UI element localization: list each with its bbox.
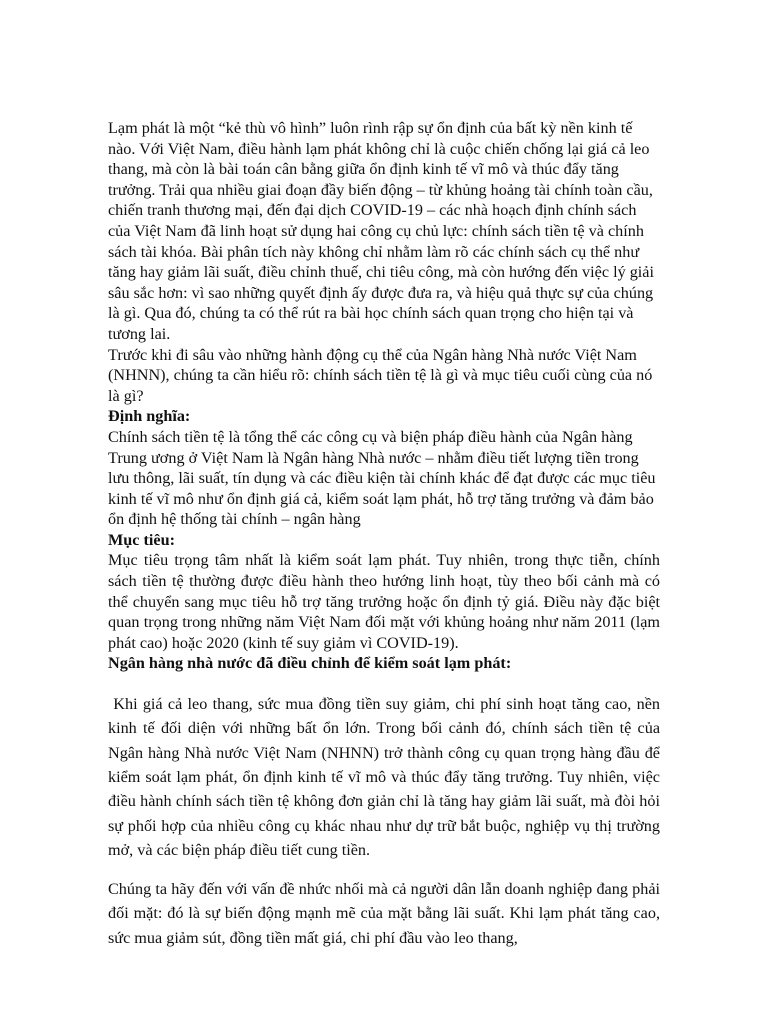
definition-paragraph: Chính sách tiền tệ là tổng thể các công cụ và biện pháp điều hành của Ngân hàng Trung ương ở Việt Nam là Ngân hàng Nhà nước – nhằm điều tiết lượng tiền trong lưu thông, lãi suất, tín dụng và các điều kiện tài chính khác để đạt được các mục tiêu kinh tế vĩ mô như ổn định giá cả, kiểm soát lạm phát, hỗ trợ tăng trưởng và đảm bảo ổn định hệ thống tài chính – ngân hàng bbox=[108, 427, 656, 529]
goal-heading: Mục tiêu: bbox=[108, 530, 175, 549]
body-section bbox=[108, 692, 665, 950]
section-paragraph-2: Chúng ta hãy đến với vấn đề nhức nhối mà cả người dân lẫn doanh nghiệp đang phải đối mặt: đó là sự biến động mạnh mẽ của mặt bằng lãi suất. Khi lạm phát tăng cao, sức mua giảm sút, đồng tiền mất giá, chi phí đầu vào leo thang, bbox=[108, 880, 660, 947]
section-paragraph-1: Khi giá cả leo thang, sức mua đồng tiền suy giảm, chi phí sinh hoạt tăng cao, nền kinh tế đối diện với những bất ổn lớn. Trong bối cảnh đó, chính sách tiền tệ của Ngân hàng Nhà nước Việt Nam (NHNN) trở thành công cụ quan trọng hàng đầu để kiểm soát lạm phát, ổn định kinh tế vĩ mô và thúc đẩy tăng trưởng. Tuy nhiên, việc điều hành chính sách tiền tệ không đơn giản chỉ là tăng hay giảm lãi suất, mà đòi hỏi sự phối hợp của nhiều công cụ khác nhau như dự trữ bắt buộc, nghiệp vụ thị trường mở, và các biện pháp điều tiết cung tiền. bbox=[108, 695, 665, 859]
top-section bbox=[108, 118, 660, 674]
goal-paragraph: Mục tiêu trọng tâm nhất là kiểm soát lạm phát. Tuy nhiên, trong thực tiễn, chính sách tiền tệ thường được điều hành theo hướng linh hoạt, tùy theo bối cảnh mà có thể chuyển sang mục tiêu hỗ trợ tăng trưởng hoặc ổn định tỷ giá. Điều này đặc biệt quan trọng trong những năm Việt Nam đối mặt với khủng hoảng như năm 2011 (lạm phát cao) hoặc 2020 (kinh tế suy giảm vì COVID-19). bbox=[108, 551, 660, 652]
intro-paragraph: Lạm phát là một “kẻ thù vô hình” luôn rình rập sự ổn định của bất kỳ nền kinh tế nào. Với Việt Nam, điều hành lạm phát không chỉ là cuộc chiến chống lại giá cả leo thang, mà còn là bài toán cân bằng giữa ổn định kinh tế vĩ mô và thúc đẩy tăng trưởng. Trải qua nhiều giai đoạn đầy biến động – từ khủng hoảng tài chính toàn cầu, chiến tranh thương mại, đến đại dịch COVID-19 – các nhà hoạch định chính sách của Việt Nam đã linh hoạt sử dụng hai công cụ chủ lực: chính sách tiền tệ và chính sách tài khóa. Bài phân tích này không chỉ nhằm làm rõ các chính sách cụ thể như tăng hay giảm lãi suất, điều chỉnh thuế, chi tiêu công, mà còn hướng đến việc lý giải sâu sắc hơn: vì sao những quyết định ấy được đưa ra, và hiệu quả thực sự của chúng là gì. Qua đó, chúng ta có thể rút ra bài học chính sách quan trọng cho hiện tại và tương lai. bbox=[108, 119, 654, 343]
section-heading: Ngân hàng nhà nước đã điều chỉnh để kiểm soát lạm phát: bbox=[108, 654, 512, 673]
question-paragraph: Trước khi đi sâu vào những hành động cụ thể của Ngân hàng Nhà nước Việt Nam (NHNN), chúng ta cần hiểu rõ: chính sách tiền tệ là gì và mục tiêu cuối cùng của nó là gì? bbox=[108, 345, 653, 405]
document-page bbox=[108, 118, 665, 965]
definition-heading: Định nghĩa: bbox=[108, 407, 191, 426]
